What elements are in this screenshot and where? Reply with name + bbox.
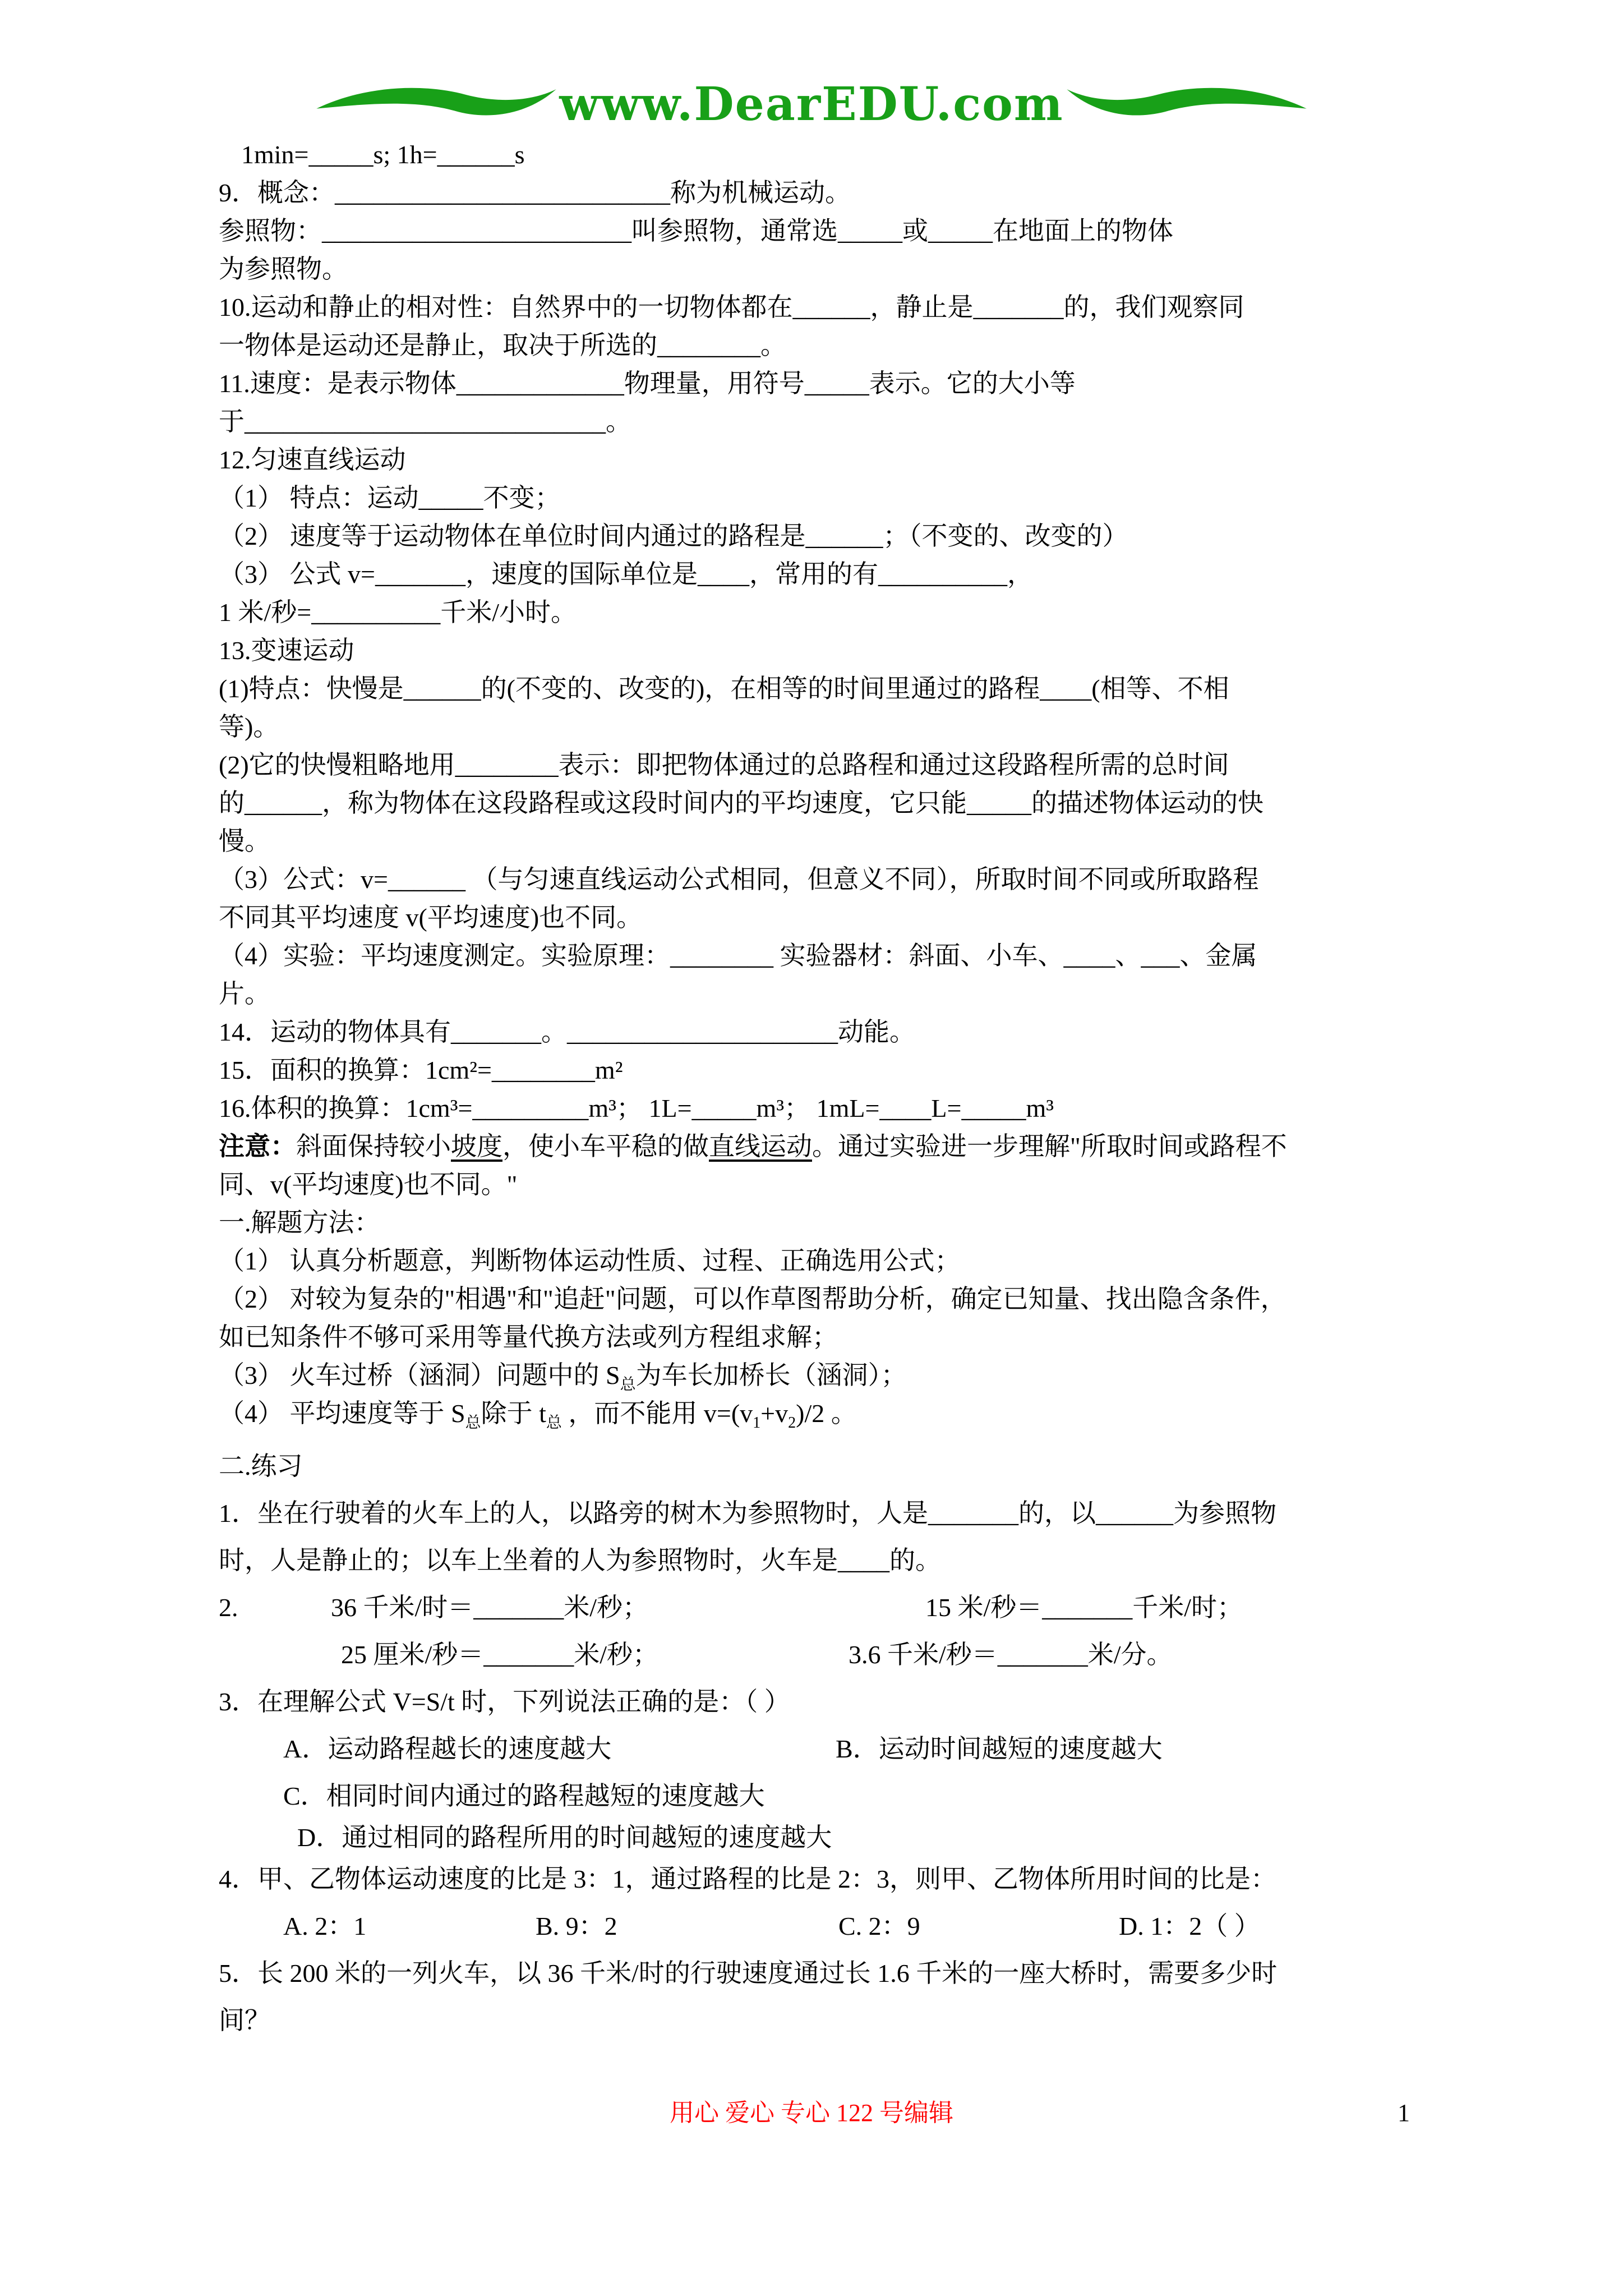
line-practice-q2-row1 — [219, 1584, 1422, 1631]
line-q13-item4-cont: 片。 — [219, 979, 270, 1008]
line-q12-uniform-motion: 12.匀速直线运动 — [219, 445, 406, 474]
line-section-methods: 一.解题方法： — [219, 1208, 380, 1237]
line-method-1: （1） 认真分析题意，判断物体运动性质、过程、正确选用公式； — [219, 1246, 961, 1275]
q2-number: 2. — [219, 1593, 238, 1622]
line-notice — [219, 1128, 1422, 1166]
line-practice-q1: 1．坐在行驶着的火车上的人，以路旁的树木为参照物时，人是_______的，以______为参照物 — [219, 1499, 1276, 1527]
q3-option-a: A．运动路程越长的速度越大 — [283, 1734, 612, 1763]
line-q14-kinetic-energy: 14．运动的物体具有_______。_____________________动能。 — [219, 1018, 915, 1046]
line-practice-q4: 4．甲、乙物体运动速度的比是 3：1，通过路程的比是 2：3，则甲、乙物体所用时间的比是： — [219, 1865, 1276, 1893]
line-section-practice: 二.练习 — [219, 1452, 303, 1480]
method-4-text-2: 除于 t — [481, 1399, 546, 1428]
notice-underline-slope: 坡度 — [451, 1132, 502, 1161]
notice-label: 注意： — [219, 1132, 296, 1161]
method-4-subscript-v1: 1 — [753, 1414, 761, 1432]
q4-option-d: D. 1：2（ ） — [1119, 1912, 1260, 1940]
line-q15-area-conversion: 15．面积的换算：1cm²=________m² — [219, 1056, 623, 1084]
line-q9-concept: 9．概念：__________________________称为机械运动。 — [219, 178, 851, 207]
site-logo-text: www.DearEDU.com — [559, 77, 1064, 131]
line-method-4 — [219, 1395, 1422, 1433]
notice-underline-straight: 直线运动 — [709, 1132, 812, 1161]
notice-text-1: 斜面保持较小 — [296, 1132, 451, 1161]
q3-option-b: B．运动时间越短的速度越大 — [836, 1734, 1163, 1763]
line-reference-object-cont: 为参照物。 — [219, 255, 348, 283]
method-3-text-1: （3） 火车过桥（涵洞）问题中的 S — [219, 1361, 620, 1389]
method-4-text-5: )/2 。 — [796, 1399, 857, 1428]
line-method-2: （2） 对较为复杂的"相遇"和"追赶"问题，可以作草图帮助分析，确定已知量、找出隐含条件， — [219, 1285, 1287, 1313]
line-q13-item2: (2)它的快慢粗略地用________表示：即把物体通过的总路程和通过这段路程所需的总时间 — [219, 751, 1229, 779]
line-practice-q5-cont: 间？ — [219, 2006, 270, 2035]
method-4-text-1: （4） 平均速度等于 S — [219, 1399, 465, 1428]
line-method-3 — [219, 1356, 1422, 1395]
q3-option-d: D．通过相同的路程所用的时间越短的速度越大 — [297, 1823, 832, 1852]
q4-option-c: C. 2：9 — [838, 1912, 920, 1940]
method-3-subscript-total: 总 — [620, 1376, 636, 1393]
site-logo — [0, 77, 1623, 131]
line-time-conversion: 1min=_____s; 1h=______s — [241, 140, 525, 169]
line-q13-item1: (1)特点：快慢是______的(不变的、改变的)，在相等的时间里通过的路程____(相等、不相 — [219, 674, 1229, 703]
q4-option-b: B. 9：2 — [536, 1912, 617, 1940]
line-q12-item2: （2） 速度等于运动物体在单位时间内通过的路程是______；（不变的、改变的） — [219, 522, 1128, 550]
line-q11-speed: 11.速度：是表示物体_____________物理量，用符号_____表示。它的大小等 — [219, 369, 1076, 398]
wave-swoosh-right-icon — [1066, 77, 1307, 131]
method-4-subscript-s-total: 总 — [465, 1414, 481, 1432]
line-q10-relativity-cont: 一物体是运动还是静止，取决于所选的________。 — [219, 331, 786, 360]
line-q13-item2-cont2: 慢。 — [219, 827, 270, 855]
method-4-text-3: ，而不能用 v=(v — [561, 1399, 753, 1428]
q2-conversion-2: 15 米/秒＝_______千米/时； — [925, 1593, 1243, 1622]
line-q12-item3: （3） 公式 v=_______，速度的国际单位是____，常用的有__________， — [219, 560, 1033, 588]
line-notice-cont: 同、v(平均速度)也不同。" — [219, 1170, 518, 1199]
line-q10-relativity: 10.运动和静止的相对性：自然界中的一切物体都在______，静止是_______的，我们观察同 — [219, 293, 1244, 321]
worksheet-content — [219, 136, 1422, 2044]
line-q16-volume-conversion: 16.体积的换算：1cm³=_________m³； 1L=_____m³； 1mL=____L=_____m³ — [219, 1094, 1054, 1122]
q2-conversion-4: 3.6 千米/秒＝_______米/分。 — [849, 1640, 1173, 1669]
line-method-2-cont: 如已知条件不够可采用等量代换方法或列方程组求解； — [219, 1323, 838, 1351]
line-practice-q5: 5．长 200 米的一列火车，以 36 千米/时的行驶速度通过长 1.6 千米的一座大桥时，需要多少时 — [219, 1959, 1278, 1987]
method-3-text-2: 为车长加桥长（涵洞）； — [635, 1361, 907, 1389]
page-number: 1 — [1398, 2099, 1410, 2127]
line-reference-object: 参照物：________________________叫参照物，通常选_____或_____在地面上的物体 — [219, 217, 1173, 245]
q4-option-a: A. 2：1 — [283, 1912, 367, 1940]
line-q13-item1-cont: 等)。 — [219, 712, 279, 741]
line-q13-item4: （4）实验：平均速度测定。实验原理：________ 实验器材：斜面、小车、____、___、金属 — [219, 941, 1257, 970]
line-practice-q2-row2 — [219, 1631, 1422, 1678]
method-4-subscript-t-total: 总 — [546, 1414, 562, 1432]
notice-text-2: ，使小车平稳的做 — [502, 1132, 709, 1161]
line-practice-q1-cont: 时，人是静止的；以车上坐着的人为参照物时，火车是____的。 — [219, 1546, 941, 1575]
line-q13-item3-cont: 不同其平均速度 v(平均速度)也不同。 — [219, 903, 643, 932]
line-q4-options — [219, 1903, 1422, 1950]
line-q12-item3-cont: 1 米/秒=__________千米/小时。 — [219, 598, 577, 627]
line-q13-variable-motion: 13.变速运动 — [219, 636, 354, 665]
method-4-text-4: +v — [760, 1399, 789, 1428]
footer-slogan: 用心 爱心 专心 122 号编辑 — [670, 2099, 953, 2127]
q2-conversion-1: 36 千米/时＝_______米/秒； — [331, 1593, 649, 1622]
notice-text-3: 。通过实验进一步理解"所取时间或路程不 — [812, 1132, 1287, 1161]
line-q13-item2-cont: 的______，称为物体在这段路程或这段时间内的平均速度，它只能_____的描述物体运动的快 — [219, 789, 1264, 817]
line-q13-item3: （3）公式：v=______ （与匀速直线运动公式相同，但意义不同），所取时间不同或所取路程 — [219, 865, 1259, 894]
q3-option-c: C．相同时间内通过的路程越短的速度越大 — [283, 1782, 765, 1810]
method-4-subscript-v2: 2 — [788, 1414, 796, 1432]
q2-conversion-3: 25 厘米/秒＝_______米/秒； — [341, 1640, 659, 1669]
line-q12-item1: （1） 特点：运动_____不变； — [219, 484, 561, 512]
line-q3-options-ab — [219, 1726, 1422, 1773]
line-practice-q3: 3．在理解公式 V=S/t 时，下列说法正确的是：（ ） — [219, 1687, 790, 1716]
wave-swoosh-left-icon — [316, 77, 557, 131]
line-q11-speed-cont: 于____________________________。 — [219, 407, 631, 436]
